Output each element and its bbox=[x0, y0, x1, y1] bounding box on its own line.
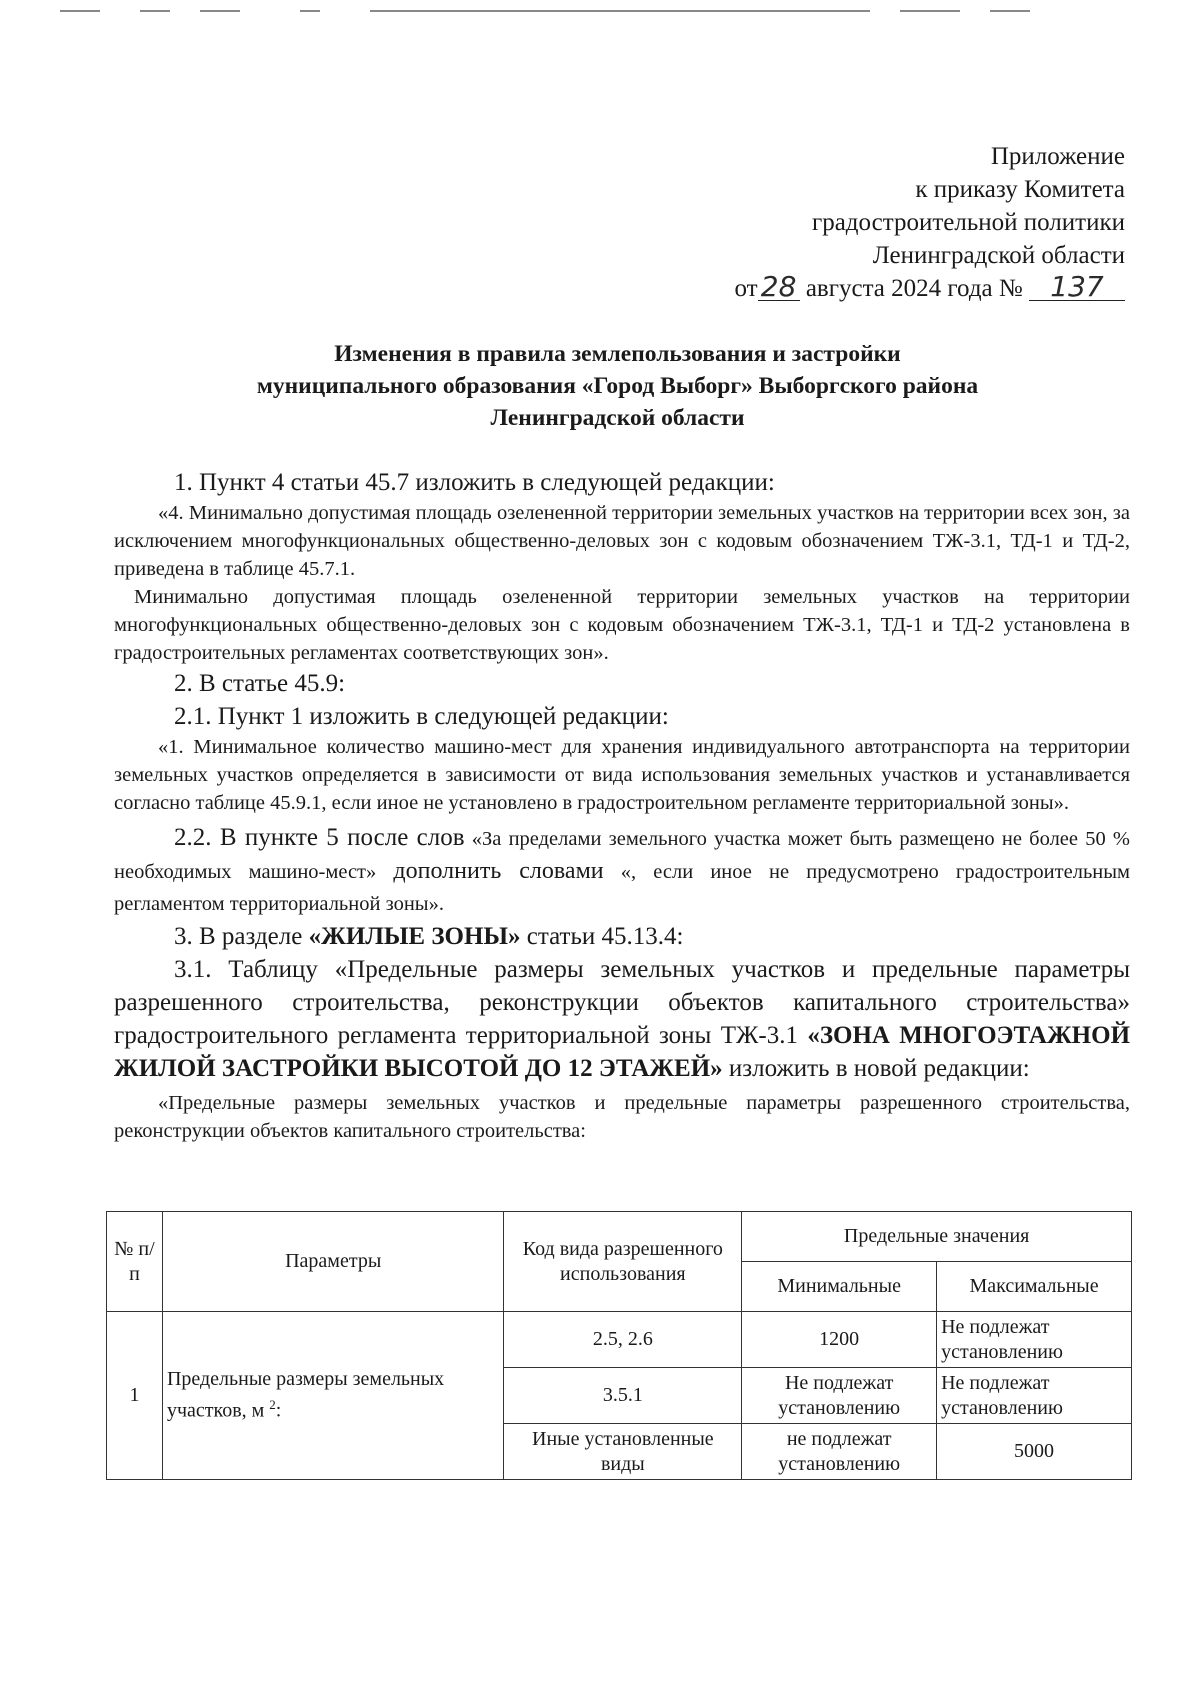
header-code: Код вида разрешенного использования bbox=[504, 1212, 742, 1312]
item-2-2-addition: «, если иное не предусмотрено градостроительным регламентом территориальной зоны». bbox=[114, 861, 1131, 915]
header-min: Минимальные bbox=[742, 1262, 937, 1312]
handwritten-order-number: 137 bbox=[1029, 274, 1125, 301]
order-date-line bbox=[525, 272, 1125, 305]
cell-min: не подлежат установлению bbox=[742, 1424, 937, 1480]
appendix-line: к приказу Комитета bbox=[915, 176, 1125, 203]
scan-artifacts bbox=[60, 6, 1080, 16]
appendix-line: Приложение bbox=[990, 143, 1125, 170]
cell-max: Не подлежат установлению bbox=[937, 1368, 1132, 1424]
from-label: от bbox=[734, 275, 758, 302]
item-3-1-post: изложить в новой редакции: bbox=[728, 1055, 1030, 1082]
title-line: муниципального образования «Город Выборг» Выборгского района bbox=[256, 373, 979, 399]
item-2-1-text: «1. Минимальное количество машино-мест для хранения индивидуального автотранспорта на территории земельных участков определяется в зависимости от вида использования земельных участков и устанавливается согласно таблице 45.9.1, если иное не установлено в градостроительном регламенте территориальной зоны». bbox=[114, 736, 1130, 814]
table-row bbox=[107, 1312, 1132, 1368]
table-caption: «Предельные размеры земельных участков и предельные параметры разрешенного строительства, реконструкции объектов капитального строительства: bbox=[114, 1092, 1130, 1142]
cell-code: 3.5.1 bbox=[504, 1368, 742, 1424]
appendix-header bbox=[525, 140, 1125, 305]
row-parameter bbox=[162, 1312, 504, 1480]
item-3-bold: «ЖИЛЫЕ ЗОНЫ» bbox=[308, 923, 521, 950]
appendix-line: Ленинградской области bbox=[872, 242, 1125, 269]
row-parameter-colon: : bbox=[275, 1399, 282, 1422]
title-line: Изменения в правила землепользования и застройки bbox=[334, 341, 901, 367]
item-2-2-mid: дополнить словами bbox=[393, 858, 604, 884]
item-3-pre: 3. В разделе bbox=[174, 923, 303, 950]
item-3-1-text bbox=[114, 953, 1130, 1085]
header-number: № п/п bbox=[107, 1212, 163, 1312]
item-2-1-heading: 2.1. Пункт 1 изложить в следующей редакции: bbox=[174, 703, 669, 730]
item-1-text: «4. Минимально допустимая площадь озелененной территории земельных участков на территории всех зон, за исключением многофункциональных общественно-деловых зон с кодовым обозначением ТЖ-3.1, ТД-1 и ТД-2, приведена в таблице 45.7.1. bbox=[114, 502, 1130, 580]
cell-code: Иные установленные виды bbox=[504, 1424, 742, 1480]
cell-min: Не подлежат установлению bbox=[742, 1368, 937, 1424]
header-limits: Предельные значения bbox=[742, 1212, 1132, 1262]
item-3-post: статьи 45.13.4: bbox=[526, 923, 684, 950]
row-parameter-sup: 2 bbox=[269, 1397, 276, 1413]
cell-code: 2.5, 2.6 bbox=[504, 1312, 742, 1368]
item-3-1-zone: «ЗОНА МНОГОЭТАЖНОЙ ЖИЛОЙ ЗАСТРОЙКИ ВЫСОТОЙ ДО 12 ЭТАЖЕЙ» bbox=[114, 1022, 1131, 1082]
item-1-text-2: Минимально допустимая площадь озелененной территории земельных участков на территории многофункциональных общественно-деловых зон с кодовым обозначением ТЖ-3.1, ТД-1 и ТД-2 установлена в градостроительных регламентах соответствующих зон». bbox=[114, 586, 1130, 664]
handwritten-day: 28 bbox=[758, 274, 800, 301]
item-2-2-head: 2.2. В пункте 5 после слов bbox=[174, 824, 465, 851]
limits-table bbox=[106, 1211, 1132, 1480]
row-number: 1 bbox=[107, 1312, 163, 1480]
appendix-line: градостроительной политики bbox=[811, 209, 1125, 236]
item-1-heading: 1. Пункт 4 статьи 45.7 изложить в следующей редакции: bbox=[174, 469, 775, 496]
document-title bbox=[110, 338, 1125, 434]
item-3-heading bbox=[114, 920, 1130, 953]
month-year-label: августа 2024 года № bbox=[805, 275, 1023, 302]
item-2-2-quote: «За пределами земельного участка может быть размещено не более 50 % необходимых машино-мест» bbox=[114, 828, 1130, 883]
item-3-1-pre: 3.1. Таблицу «Предельные размеры земельных участков и предельные параметры разрешенного строительства, реконструкции объектов капитального строительства» градостроительного регламента территориальной зоны ТЖ-3.1 bbox=[114, 956, 1130, 1049]
item-2-2-text bbox=[114, 821, 1130, 920]
header-parameters: Параметры bbox=[162, 1212, 504, 1312]
cell-min: 1200 bbox=[742, 1312, 937, 1368]
item-2-heading: 2. В статье 45.9: bbox=[174, 670, 346, 697]
document-body bbox=[114, 466, 1130, 1145]
row-parameter-text: Предельные размеры земельных участков, м bbox=[166, 1368, 445, 1422]
cell-max: Не подлежат установлению bbox=[937, 1312, 1132, 1368]
header-max: Максимальные bbox=[937, 1262, 1132, 1312]
cell-max: 5000 bbox=[937, 1424, 1132, 1480]
title-line: Ленинградской области bbox=[490, 405, 745, 431]
